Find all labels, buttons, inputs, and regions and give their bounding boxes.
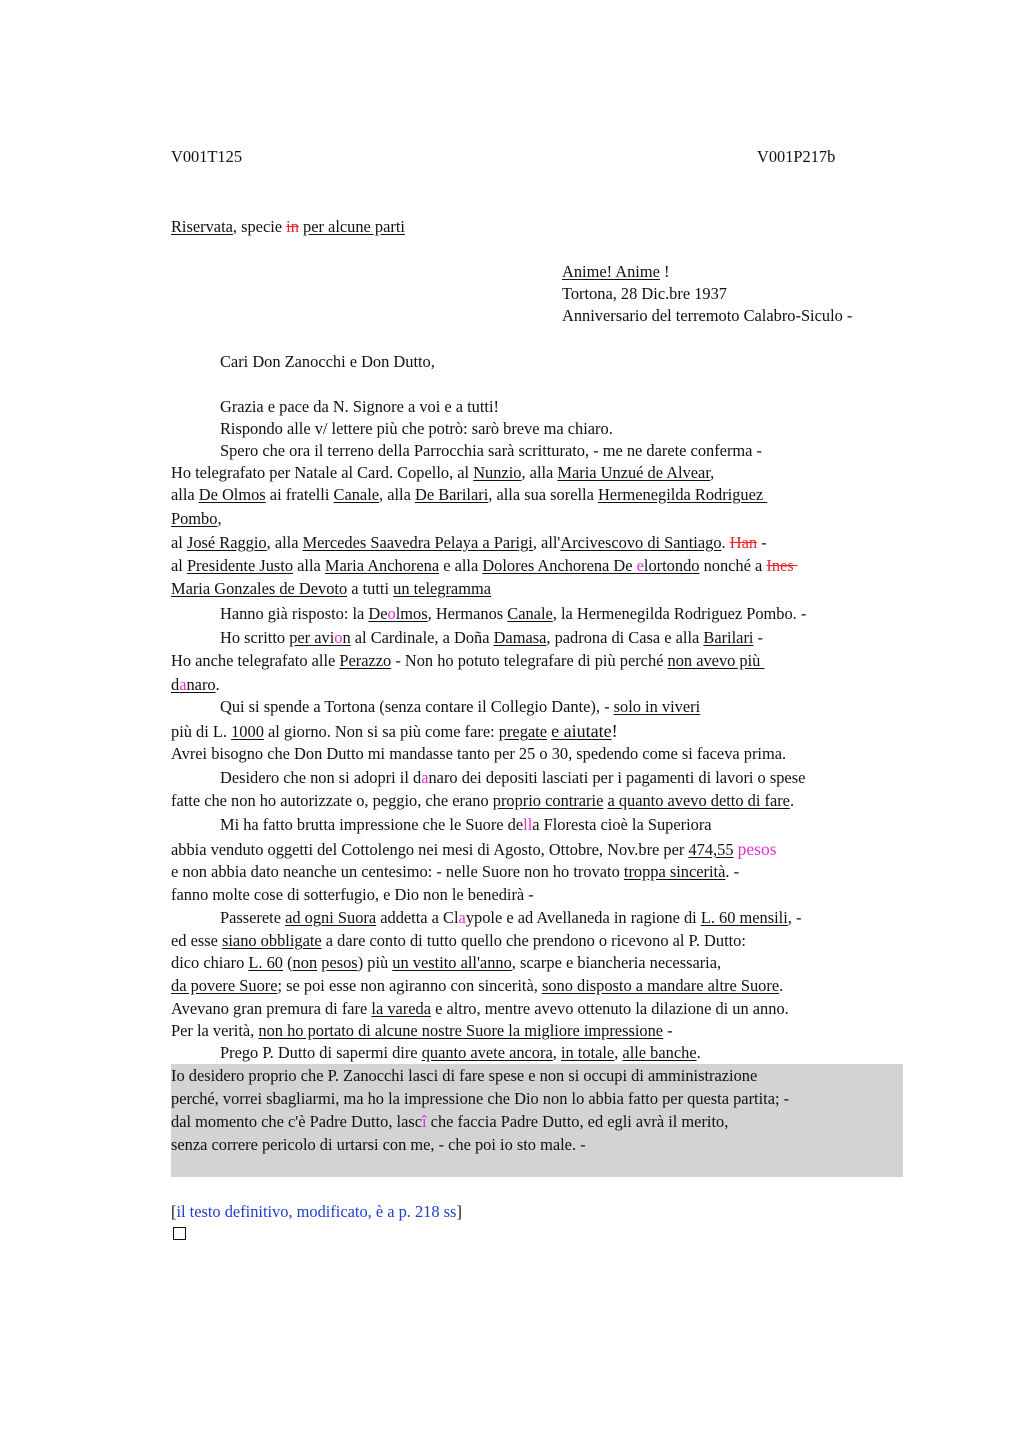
- text-line: Hanno già risposto: la Deolmos, Hermanos Canale, la Hermenegilda Rodriguez Pombo. -: [220, 604, 807, 623]
- text-line: danaro.: [171, 675, 220, 694]
- highlighted-text-line: Io desidero proprio che P. Zanocchi lasci di fare spese e non si occupi di amministrazione: [171, 1066, 758, 1085]
- deleted-word: Ines: [766, 556, 798, 575]
- place-date: Tortona, 28 Dic.bre 1937: [562, 284, 727, 303]
- deleted-word: in: [286, 217, 299, 236]
- text-line: al Presidente Justo alla Maria Anchorena e alla Dolores Anchorena De elortondo nonché a Ines: [171, 556, 798, 575]
- text-line: Mi ha fatto brutta impressione che le Suore della Floresta cioè la Superiora: [220, 815, 712, 834]
- text-line: Spero che ora il terreno della Parrocchia sarà scritturato, - me ne darete conferma -: [220, 441, 762, 460]
- deleted-word: Han: [729, 533, 758, 552]
- text-line: Qui si spende a Tortona (senza contare il Collegio Dante), - solo in viveri: [220, 697, 701, 716]
- reserved-note: Riservata, specie in per alcune parti: [171, 217, 405, 236]
- greeting: Cari Don Zanocchi e Don Dutto,: [220, 352, 435, 371]
- text-line: Avrei bisogno che Don Dutto mi mandasse tanto per 25 o 30, spedendo come si faceva prima.: [171, 744, 787, 763]
- text-line: Maria Gonzales de Devoto a tutti un telegramma: [171, 579, 491, 598]
- text-line: dico chiaro L. 60 (non pesos) più un vestito all'anno, scarpe e biancheria necessaria,: [171, 953, 722, 972]
- document-code-left: V001T125: [171, 147, 243, 166]
- text-line: Passerete ad ogni Suora addetta a Claypole e ad Avellaneda in ragione di L. 60 mensili, -: [220, 908, 802, 927]
- text-line: Ho telegrafato per Natale al Card. Copello, al Nunzio, alla Maria Unzué de Alvear,: [171, 463, 715, 482]
- text-line: alla De Olmos ai fratelli Canale, alla De Barilari, alla sua sorella Hermenegilda Rodriguez: [171, 485, 768, 504]
- text-line: Desidero che non si adopri il danaro dei depositi lasciati per i pagamenti di lavori o spese: [220, 768, 806, 787]
- text-line: da povere Suore; se poi esse non agiranno con sincerità, sono disposto a mandare altre Suore.: [171, 976, 784, 995]
- text-line: Per la verità, non ho portato di alcune nostre Suore la migliore impressione -: [171, 1021, 673, 1040]
- text-line: Ho anche telegrafato alle Perazzo - Non ho potuto telegrafare di più perché non avevo più: [171, 651, 765, 670]
- text-line: e non abbia dato neanche un centesimo: - nelle Suore non ho trovato troppa sincerità. -: [171, 862, 740, 881]
- highlighted-text-line: senza correre pericolo di urtarsi con me, - che poi io sto male. -: [171, 1135, 586, 1154]
- text-line: Rispondo alle v/ lettere più che potrò: sarò breve ma chiaro.: [220, 419, 613, 438]
- text-line: ed esse siano obbligate a dare conto di tutto quello che prendono o ricevono al P. Dutto:: [171, 931, 746, 950]
- text-line: Prego P. Dutto di sapermi dire quanto avete ancora, in totale, alle banche.: [220, 1043, 701, 1062]
- motto: Anime! Anime !: [562, 262, 670, 281]
- text-line: Avevano gran premura di fare la vareda e altro, mentre avevo ottenuto la dilazione di un anno.: [171, 999, 789, 1018]
- highlighted-text-line: perché, vorrei sbagliarmi, ma ho la impressione che Dio non lo abbia fatto per questa partita; -: [171, 1089, 790, 1108]
- text-line: abbia venduto oggetti del Cottolengo nei mesi di Agosto, Ottobre, Nov.bre per 474,55 pesos: [171, 839, 777, 859]
- text-line: al José Raggio, alla Mercedes Saavedra Pelaya a Parigi, all'Arcivescovo di Santiago. Han -: [171, 533, 767, 552]
- anniversary-line: Anniversario del terremoto Calabro-Siculo -: [562, 306, 853, 325]
- text-line: Pombo,: [171, 509, 222, 528]
- text-line: fanno molte cose di sotterfugio, e Dio non le benedirà -: [171, 885, 534, 904]
- text-line: fatte che non ho autorizzate o, peggio, che erano proprio contrarie a quanto avevo detto di fare.: [171, 791, 795, 810]
- text-line: più di L. 1000 al giorno. Non si sa più come fare: pregate e aiutate!: [171, 721, 618, 741]
- editorial-note: [il testo definitivo, modificato, è a p. 218 ss]: [171, 1202, 462, 1221]
- document-code-right: V001P217b: [757, 147, 836, 166]
- empty-box-symbol: [173, 1227, 186, 1240]
- text-line: Ho scritto per avion al Cardinale, a Doña Damasa, padrona di Casa e alla Barilari -: [220, 628, 764, 647]
- text-line: Grazia e pace da N. Signore a voi e a tutti!: [220, 397, 499, 416]
- highlighted-text-line: dal momento che c'è Padre Dutto, lascî che faccia Padre Dutto, ed egli avrà il merito,: [171, 1112, 729, 1131]
